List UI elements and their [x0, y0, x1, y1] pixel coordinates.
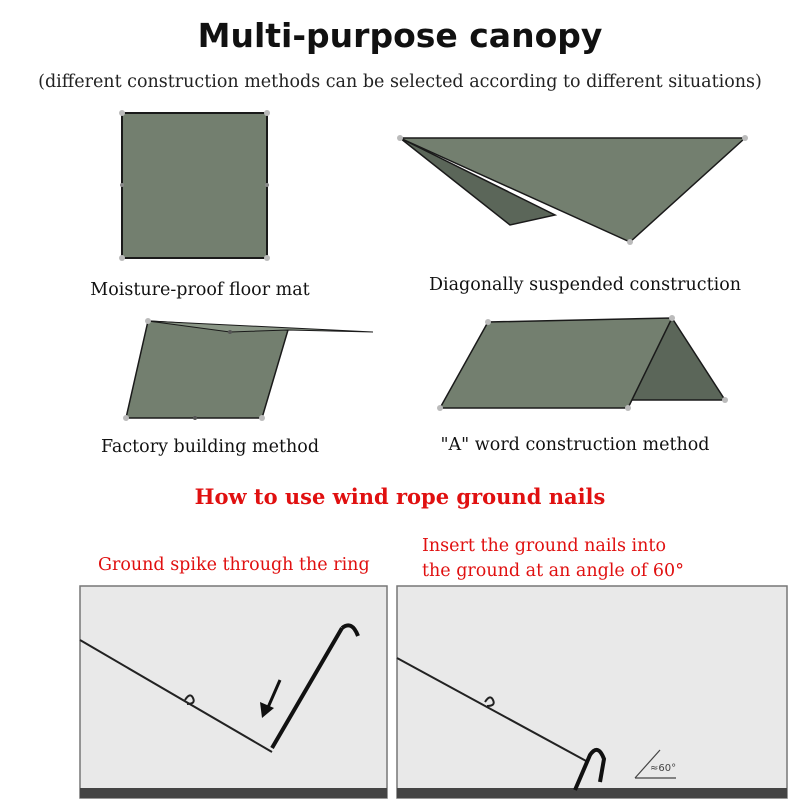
page-title: Multi-purpose canopy — [197, 16, 603, 55]
step1-caption: Ground spike through the ring — [98, 555, 370, 575]
a-frame-illustration — [437, 315, 728, 411]
factory-building-illustration — [123, 318, 373, 421]
angle-label: ≈60° — [650, 763, 677, 774]
floor-mat-illustration — [119, 110, 270, 261]
caption-diagonal: Diagonally suspended construction — [428, 275, 742, 295]
caption-floor-mat: Moisture-proof floor mat — [90, 280, 310, 300]
caption-a-frame: "A" word construction method — [440, 435, 710, 455]
step2-caption-line2: the ground at an angle of 60° — [422, 561, 684, 581]
nail-panel-2 — [397, 586, 787, 798]
step2-caption-line1: Insert the ground nails into — [422, 536, 666, 556]
caption-factory: Factory building method — [100, 437, 320, 457]
nail-panel-1 — [80, 586, 387, 798]
section-heading: How to use wind rope ground nails — [194, 484, 606, 509]
page-subtitle: (different construction methods can be selected according to different situations) — [38, 72, 762, 92]
diagonal-suspension-illustration — [397, 135, 748, 245]
